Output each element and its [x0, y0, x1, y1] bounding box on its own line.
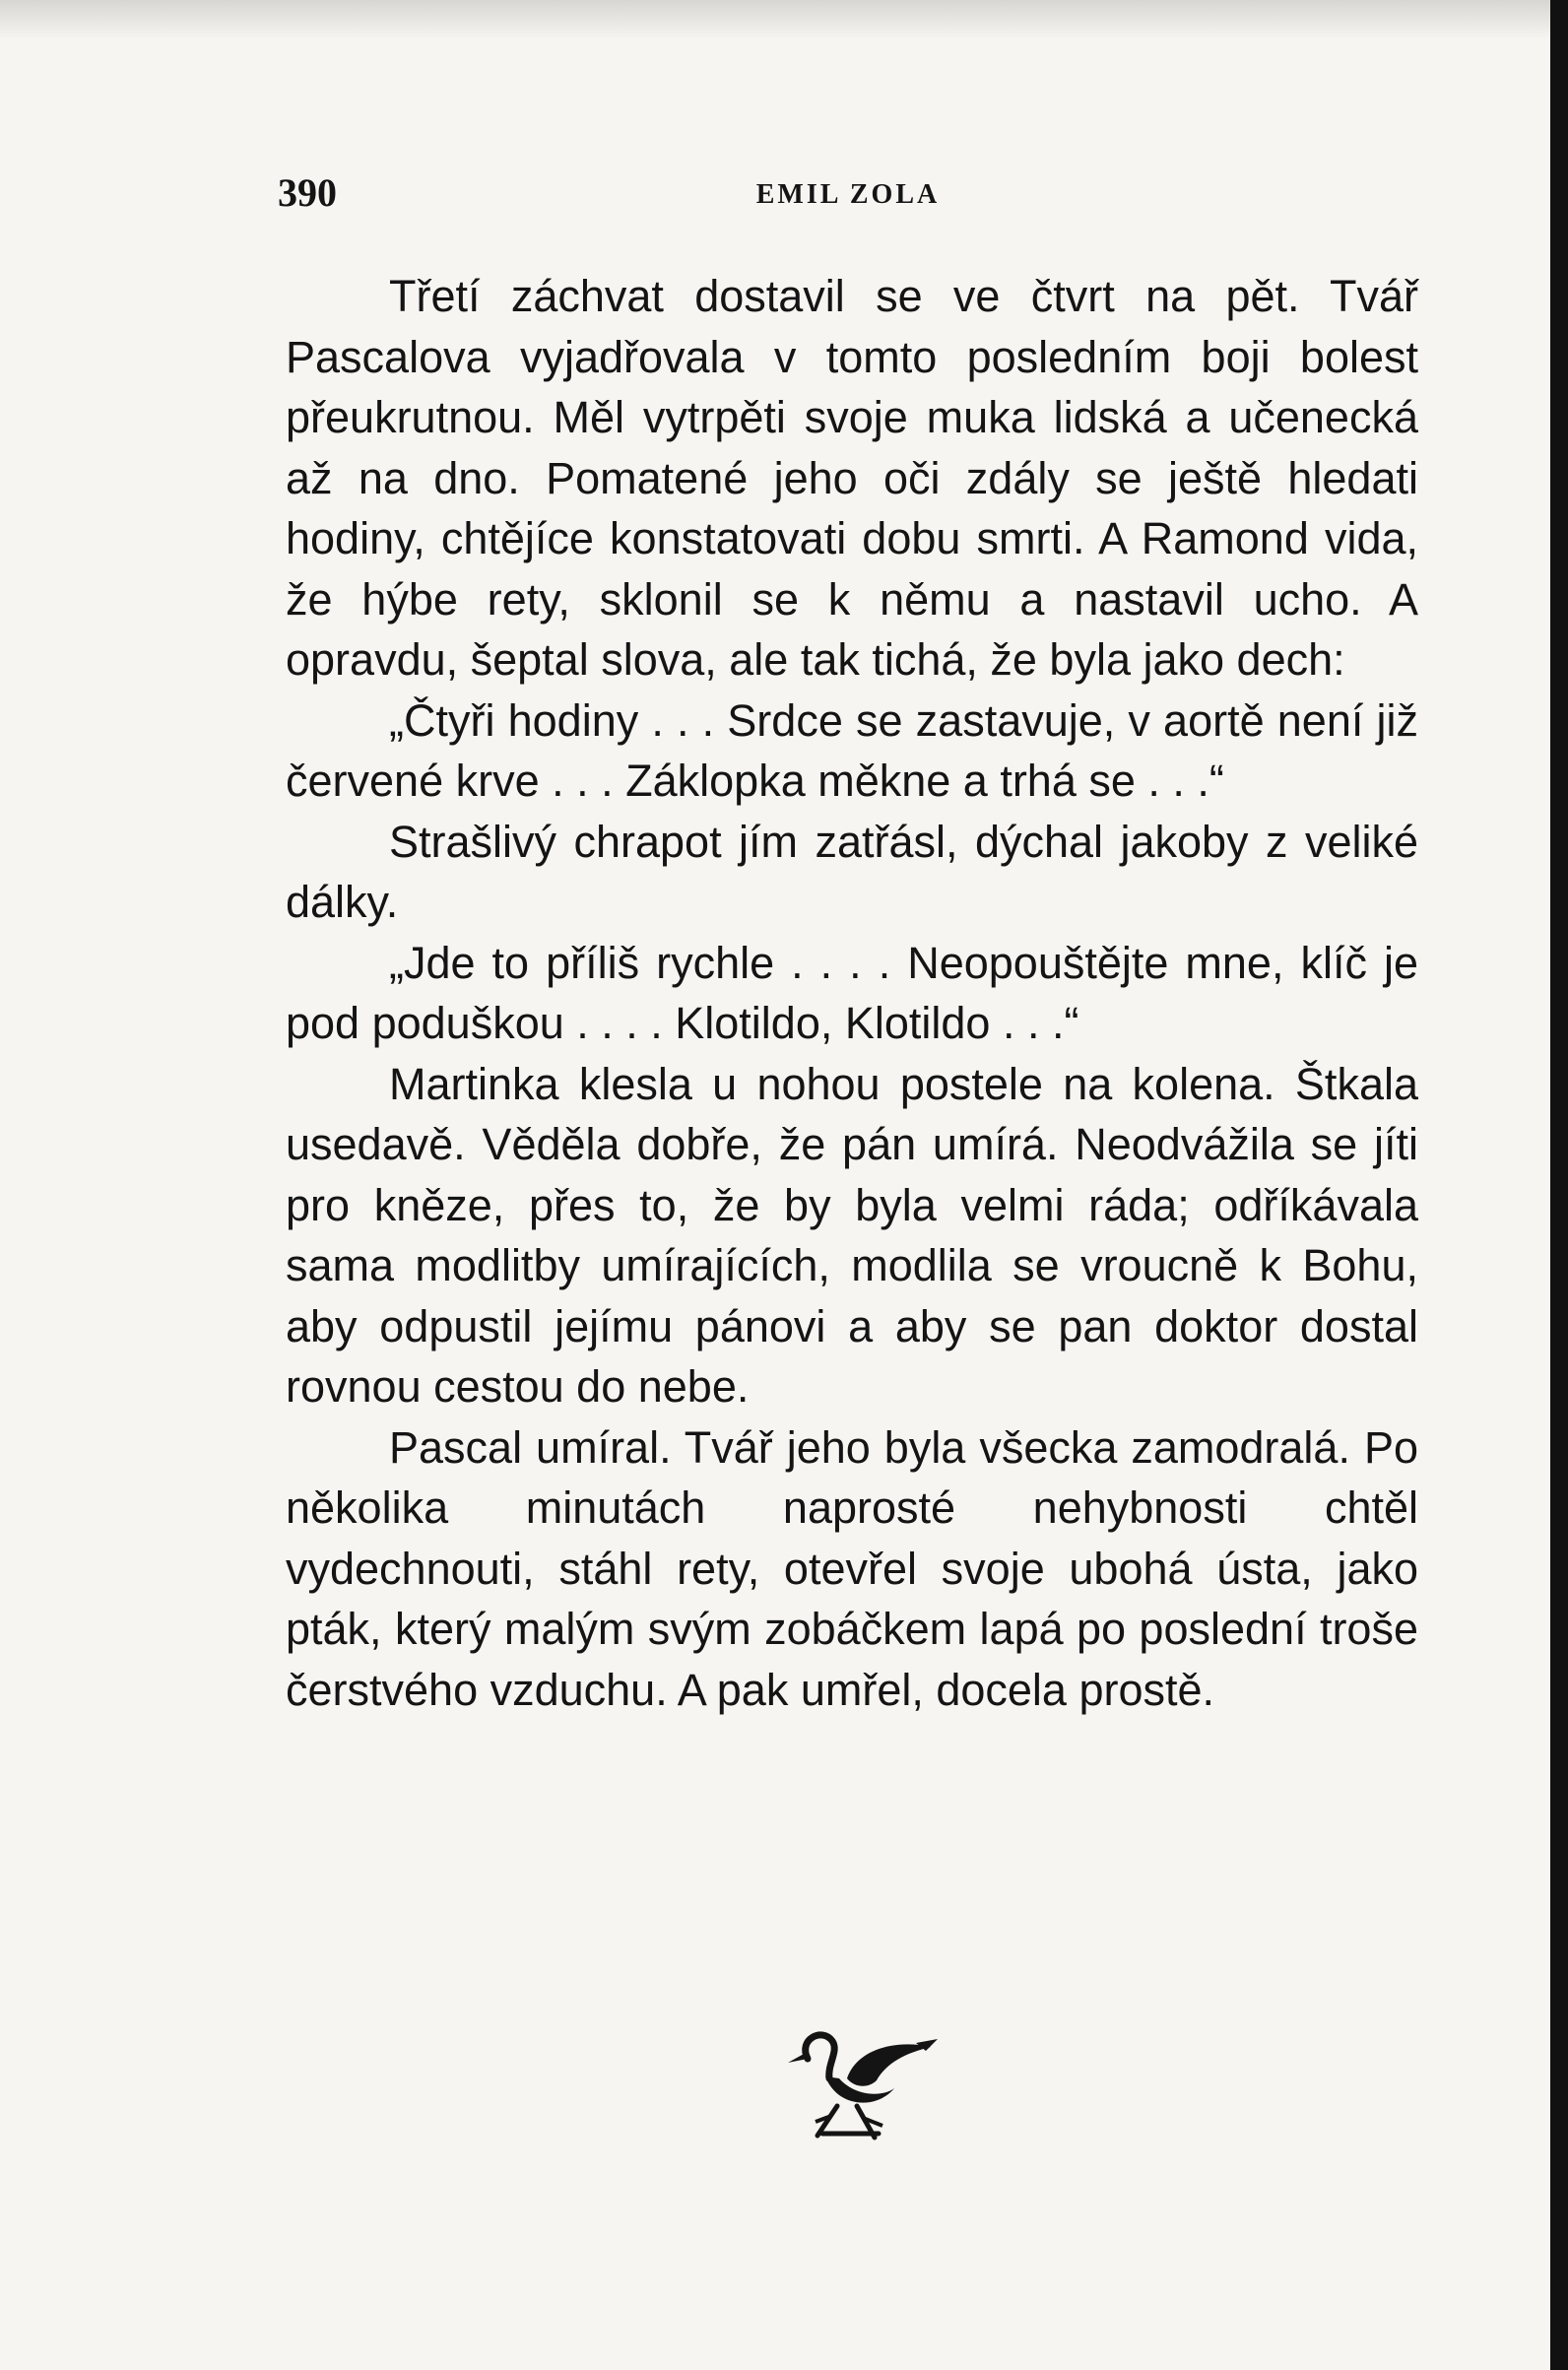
paragraph-3: Strašlivý chrapot jím zatřásl, dýchal jakoby z veliké dálky.	[286, 816, 1418, 927]
page-number: 390	[278, 170, 337, 215]
body-text	[286, 266, 1418, 1720]
running-head: EMIL ZOLA	[755, 179, 941, 210]
paragraph-6: Pascal umíral. Tvář jeho byla všecka zamodralá. Po několika minutách naprosté nehybnosti chtěl vydechnouti, stáhl rety, otevřel svoje ubohá ústa, jako pták, který malým svým zobáčkem lapá po poslední troše čerstvého vzduchu. A pak umřel, docela prostě.	[286, 1421, 1418, 1715]
scan-edge	[1550, 0, 1568, 2370]
paragraph-4: „Jde to příliš rychle . . . . Neopouštějte mne, klíč je pod poduškou . . . . Klotildo, Klotildo . . .“	[286, 937, 1418, 1048]
paragraph-5: Martinka klesla u nohou postele na kolena. Štkala usedavě. Věděla dobře, že pán umírá. Neodvážila se jíti pro kněze, přes to, že by byla velmi ráda; odříkávala sama modlitby umírajících, modlila se vroucně k Bohu, aby odpustil jejímu pánovi a aby se pan doktor dostal rovnou cestou do nebe.	[286, 1058, 1418, 1412]
paragraph-1: Třetí záchvat dostavil se ve čtvrt na pět. Tvář Pascalova vyjadřovala v tomto posledním boji bolest přeukrutnou. Měl vytrpěti svoje muka lidská a učenecká až na dno. Pomatené jeho oči zdály se ještě hledati hodiny, chtějíce konstatovati dobu smrti. A Ramond vida, že hýbe rety, sklonil se k němu a nastavil ucho. A opravdu, šeptal slova, ale tak tichá, že byla jako dech:	[286, 271, 1418, 685]
page-shadow	[0, 0, 1550, 39]
swan-vignette-icon	[768, 2019, 946, 2147]
page-header	[278, 169, 1418, 225]
paragraph-2: „Čtyři hodiny . . . Srdce se zastavuje, v aortě není již červené krve . . . Záklopka měkne a trhá se . . .“	[286, 694, 1418, 806]
